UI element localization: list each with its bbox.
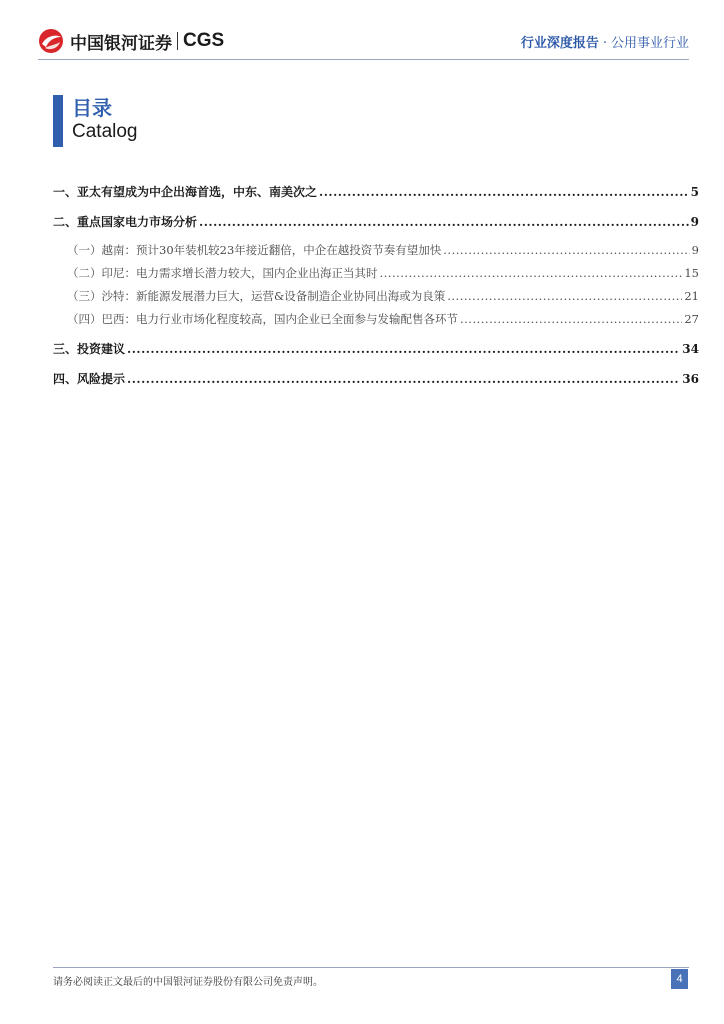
report-category	[521, 32, 689, 51]
toc-entry-number: （四）	[67, 312, 102, 326]
toc-entry-2-3[interactable]	[53, 288, 699, 306]
toc-entry-title: 沙特：新能源发展潜力巨大，运营&设备制造企业协同出海或为良策	[101, 289, 446, 303]
toc-entry-title: 亚太有望成为中企出海首选，中东、南美次之	[77, 185, 318, 199]
toc-entry-number: 四、	[53, 372, 78, 386]
toc-entry-page: 27	[684, 312, 699, 326]
toc-leader-dots	[460, 312, 682, 326]
toc-entry-page: 34	[682, 342, 699, 356]
toc-entry-page: 5	[690, 185, 699, 199]
page-title-chinese: 目录	[72, 96, 112, 120]
toc-leader-dots	[319, 185, 689, 199]
toc-entry-title: 投资建议	[77, 342, 126, 356]
header-separator: ·	[602, 36, 607, 51]
footer-disclaimer: 请务必阅读正文最后的中国银河证券股份有限公司免责声明。	[53, 977, 323, 988]
toc-entry-1[interactable]	[53, 183, 699, 201]
toc-entry-number: （一）	[67, 243, 102, 257]
toc-entry-title: 重点国家电力市场分析	[77, 215, 198, 229]
toc-entry-number: 一、	[53, 185, 78, 199]
toc-entry-3[interactable]	[53, 340, 699, 358]
toc-leader-dots	[199, 215, 689, 229]
toc-entry-page: 9	[691, 243, 699, 257]
toc-entry-title: 越南：预计30年装机较23年接近翻倍，中企在越投资节奏有望加快	[101, 243, 442, 257]
toc-leader-dots	[447, 289, 682, 303]
page-title-english: Catalog	[72, 121, 138, 142]
toc-entry-2-2[interactable]	[53, 265, 699, 283]
toc-entry-page: 21	[684, 289, 699, 303]
report-sector: 公用事业行业	[610, 36, 689, 51]
toc-entry-number: （二）	[67, 266, 102, 280]
toc-leader-dots	[127, 342, 680, 356]
toc-entry-title: 风险提示	[77, 372, 126, 386]
galaxy-logo-icon	[38, 28, 64, 54]
page-number: 4	[671, 969, 688, 989]
toc-entry-4[interactable]	[53, 370, 699, 388]
header-divider	[38, 59, 689, 60]
toc-entry-number: 二、	[53, 215, 78, 229]
toc-entry-title: 巴西：电力行业市场化程度较高，国内企业已全面参与发输配售各环节	[101, 312, 458, 326]
toc-entry-number: （三）	[67, 289, 102, 303]
toc-leader-dots	[443, 243, 689, 257]
logo-divider	[177, 32, 178, 50]
toc-leader-dots	[127, 372, 680, 386]
logo-chinese-name: 中国银河证券	[70, 33, 172, 54]
toc-entry-page: 9	[690, 215, 699, 229]
toc-entry-title: 印尼：电力需求增长潜力较大，国内企业出海正当其时	[101, 266, 378, 280]
toc-entry-2-4[interactable]	[53, 311, 699, 329]
footer-divider	[53, 967, 689, 968]
toc-entry-page: 15	[684, 266, 699, 280]
toc-leader-dots	[380, 266, 683, 280]
logo-english-name: CGS	[183, 30, 225, 51]
toc-entry-2[interactable]	[53, 213, 699, 231]
brand-logo	[38, 28, 224, 54]
toc-entry-2-1[interactable]	[53, 242, 699, 260]
title-accent-bar	[53, 95, 63, 147]
toc-entry-number: 三、	[53, 342, 78, 356]
toc-entry-page: 36	[682, 372, 699, 386]
report-type: 行业深度报告	[520, 36, 599, 51]
